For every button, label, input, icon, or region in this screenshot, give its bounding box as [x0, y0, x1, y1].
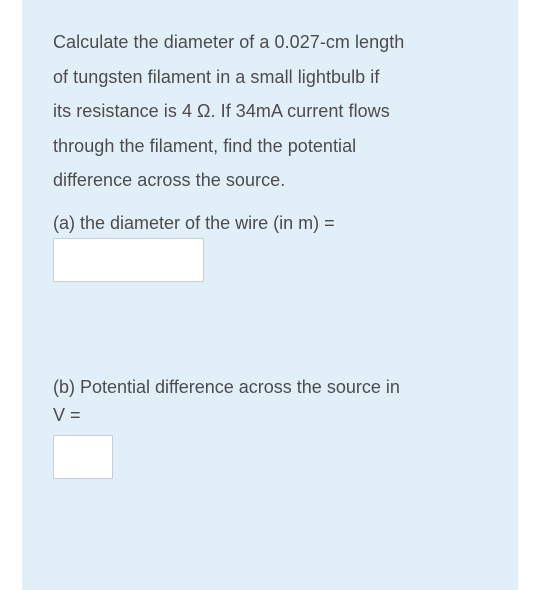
- question-line: through the filament, find the potential: [53, 135, 357, 156]
- question-line: Calculate the diameter of a 0.027-cm length: [53, 32, 405, 52]
- part-a-label: (a) the diameter of the wire (in m) =: [53, 213, 335, 233]
- question-panel: [22, 0, 518, 590]
- part-b-label-line1: (b) Potential difference across the source in: [53, 377, 400, 397]
- question-text: [53, 25, 493, 198]
- part-b-answer-input[interactable]: [53, 435, 113, 479]
- question-line: difference across the source.: [53, 170, 286, 190]
- question-line: its resistance is 4 Ω. If 34mA current flows: [53, 101, 390, 121]
- part-a-answer-input[interactable]: [53, 238, 204, 282]
- question-line: of tungsten filament in a small lightbulb if: [53, 66, 380, 87]
- part-b-label-line2: V =: [53, 405, 81, 425]
